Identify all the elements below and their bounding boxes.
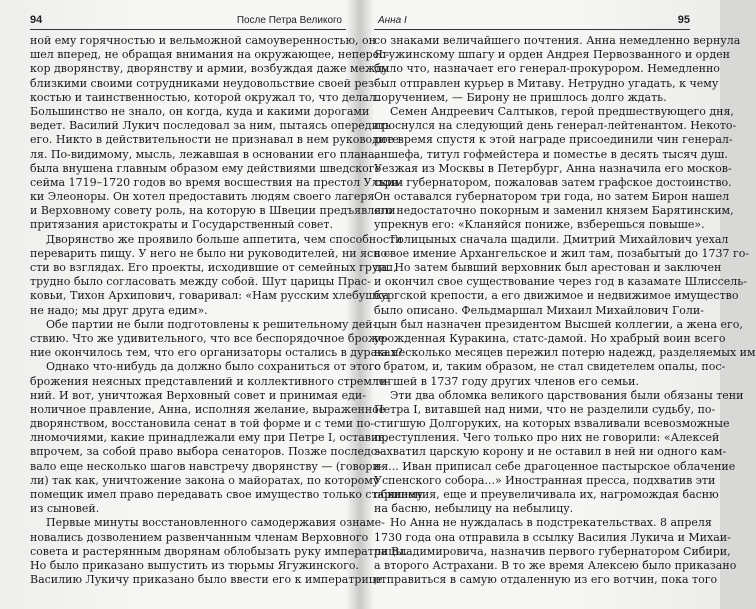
page-number: 95 [677, 14, 690, 26]
text-line: ля. По-видимому, мысль, лежавшая в основании его плана, [30, 147, 379, 161]
text-line: новались дозволением развенчанным членам Верховного [30, 530, 369, 544]
text-line: брожения неясных представлений и коллективного стремле- [30, 374, 390, 388]
text-line: Дворянство же проявило больше аппетита, чем способности [46, 232, 403, 246]
text-line: да. Но затем бывший верховник был арестован и заключен [374, 261, 722, 274]
text-line: Большинство не знало, он когда, куда и какими дорогами [30, 104, 370, 118]
text-line: упрекнув его: «Кланяйся пониже, взберешься повыше». [374, 218, 705, 232]
text-line: ведет. Василий Лукич последовал за ним, пытаясь опередить [30, 119, 391, 133]
text-line: аншефа, титул гофмейстера и поместье в десять тысяч душ. [374, 147, 728, 161]
text-line: обвинения, еще и преувеличивала их, нагромождая басню [374, 488, 719, 501]
text-line: захватил царскую корону и не оставил в ней ни одного кам- [374, 445, 727, 459]
text-line: Первые минуты восстановленного самодержавия ознаме- [46, 516, 385, 530]
text-line: ла Владимировича, назначив первого губернатором Сибири, [374, 544, 731, 558]
text-line: лномочиями, какие принадлежали ему при Петре I, оставив, [30, 431, 388, 445]
text-line: 1730 года она отправила в ссылку Василия Лукича и Михаи- [374, 530, 731, 544]
text-line: с братом, и, таким образом, не стал свидетелем опалы, пос- [374, 360, 726, 374]
text-line: дворянством, восстановила сенат в той форме и с теми по- [30, 417, 375, 431]
text-line: Обе партии не были подготовлены к решительному дей- [46, 317, 377, 331]
running-title: Анна I [378, 15, 407, 26]
left-page-text [30, 34, 424, 587]
text-line: было что, назначает его генерал-прокурором. Немедленно [374, 62, 720, 76]
text-line: костью и таинственностью, которой окружал то, что делал. [30, 90, 380, 104]
text-line: сти во взглядах. Его проекты, исходившие от семейных групп, [30, 261, 397, 274]
right-page [360, 0, 756, 609]
text-line: цын был назначен президентом Высшей коллегии, а жена его, [374, 317, 743, 331]
left-page-header [30, 14, 346, 30]
text-line: впрочем, за собой право выбора сенаторов. Позже последо- [30, 445, 382, 459]
text-line: близкими своими сотрудниками неудовольствие своей рез- [30, 76, 378, 90]
text-line: в свое имение Архангельское и жил там, позабытый до 1737 го- [374, 246, 750, 260]
text-line: тигшей в 1737 году других членов его семьи. [374, 374, 639, 388]
text-line: вало еще несколько шагов навстречу дворянству — (говори- [30, 459, 384, 473]
text-line: на басню, небылицу на небылицу. [374, 502, 574, 516]
text-line: Он оставался губернатором три года, но затем Бирон нашел [374, 190, 730, 204]
text-line: его. Никто в действительности не признавал в нем руководите- [30, 133, 403, 147]
text-line: урожденная Куракина, статс-дамой. Но храбрый воин всего [374, 331, 726, 345]
text-line: Но Анна не нуждалась в подстрекательствах. 8 апреля [390, 516, 712, 530]
text-line: помещик имел право передавать свое имущество только старшему [30, 488, 424, 501]
text-line: ние окончилось тем, что его организаторы остались в дураках? [30, 346, 403, 360]
text-line: совета и растерянным дворянам облобызать руку императрицы. [30, 544, 408, 558]
right-page-header [374, 14, 690, 30]
text-line: а второго Астрахани. В то же время Алексею было приказано [374, 558, 737, 572]
text-line: ня... Иван приписал себе драгоценное пастырское облачение [374, 459, 736, 473]
text-line: Уезжая из Москвы в Петербург, Анна назначила его москов- [374, 161, 732, 175]
right-page-text [374, 34, 756, 587]
text-line: ли) так как, уничтожение закона о майоратах, по которому [30, 473, 380, 487]
text-line: рое время спустя к этой награде присоединили чин генерал- [374, 133, 733, 147]
text-line: ний. И вот, уничтожая Верховный совет и принимая еди- [30, 388, 366, 402]
text-line: Успенского собора...» Иностранная пресса, подхватив эти [374, 473, 716, 487]
text-line: и Верховному совету роль, на которую в Швеции предъявляли [30, 204, 396, 218]
text-line: Петра I, витавшей над ними, что не разделили судьбу, по- [374, 402, 716, 416]
text-line: из сыновей. [30, 502, 100, 516]
text-line: со знаками величайшего почтения. Анна немедленно вернула [374, 34, 741, 47]
header-rule [30, 29, 346, 30]
text-line: ки Элеоноры. Он хотел предоставить людям своего лагеря [30, 190, 375, 204]
text-line: переварить пищу. У него не было ни руководителей, ни ясно- [30, 246, 391, 260]
text-line: стигшую Долгоруких, на которых взваливали всевозможные [374, 417, 730, 431]
text-line: было описано. Фельдмаршал Михаил Михайлович Голи- [374, 303, 704, 317]
text-line: Семен Андреевич Салтыков, герой предшествующего дня, [390, 104, 734, 118]
text-line: Василию Лукичу приказано было ввести его к императрице [30, 573, 383, 587]
text-line: кор дворянству, дворянству и армии, возбуждая даже между [30, 62, 389, 76]
text-line: Ягужинскому шпагу и орден Андрея Первозванного и орден [374, 48, 730, 62]
text-line: преступления. Чего только про них не говорили: «Алексей [374, 431, 720, 445]
text-line: на несколько месяцев пережил потерю надежд, разделяемых им [374, 346, 756, 360]
text-line: ским губернатором, пожаловав затем графское достоинство. [374, 175, 732, 189]
header-rule [374, 29, 690, 30]
text-line: притязания аристократы и Государственный совет. [30, 218, 333, 232]
text-line: Голицыных сначала щадили. Дмитрий Михайлович уехал [390, 232, 729, 246]
text-line: Но было приказано выпустить из тюрьмы Ягужинского. [30, 558, 360, 572]
text-line: ствию. Что же удивительного, что все беспорядочное броже- [30, 331, 389, 345]
text-line: поручением, — Бирону не пришлось долго ждать. [374, 90, 667, 104]
text-line: был отправлен курьер в Митаву. Нетрудно угадать, к чему [374, 76, 719, 90]
text-line: ной ему горячностью и вельможной самоуверенностью, он [30, 34, 376, 47]
text-line: шел вперед, не обращая внимания на окружающее, неперес- [30, 48, 390, 62]
text-line: Однако что-нибудь да должно было сохраниться от этого [46, 360, 382, 374]
page-number: 94 [30, 14, 43, 26]
text-line: бургской крепости, а его движимое и недвижимое имущество [374, 289, 739, 303]
text-line: его недостаточно покорным и заменил князем Барятинским, [374, 204, 734, 218]
text-line: ноличное правление, Анна, исполняя желание, выраженное [30, 402, 386, 416]
text-line: Эти два обломка великого царствования были обязаны тени [390, 388, 744, 402]
text-line: трудно было согласовать между собой. Шут царицы Прас- [30, 275, 371, 289]
text-line: не надо; мы друг друга едим». [30, 303, 208, 317]
text-line: проснулся на следующий день генерал-лейтенантом. Некото- [374, 119, 737, 133]
running-title: После Петра Великого [236, 15, 342, 26]
text-line: и окончил свое существование через год в казамате Шлиссель- [374, 275, 747, 289]
text-line: отправиться в самую отдаленную из его вотчин, пока того [374, 573, 718, 587]
text-line: ковьи, Тихон Архипович, говаривал: «Нам русским хлебушка [30, 289, 389, 303]
text-line: сейма 1719–1720 годов во время восшествия на престол Ульри- [30, 175, 403, 189]
text-line: была внушена главным образом ему действиями шведского [30, 161, 382, 175]
